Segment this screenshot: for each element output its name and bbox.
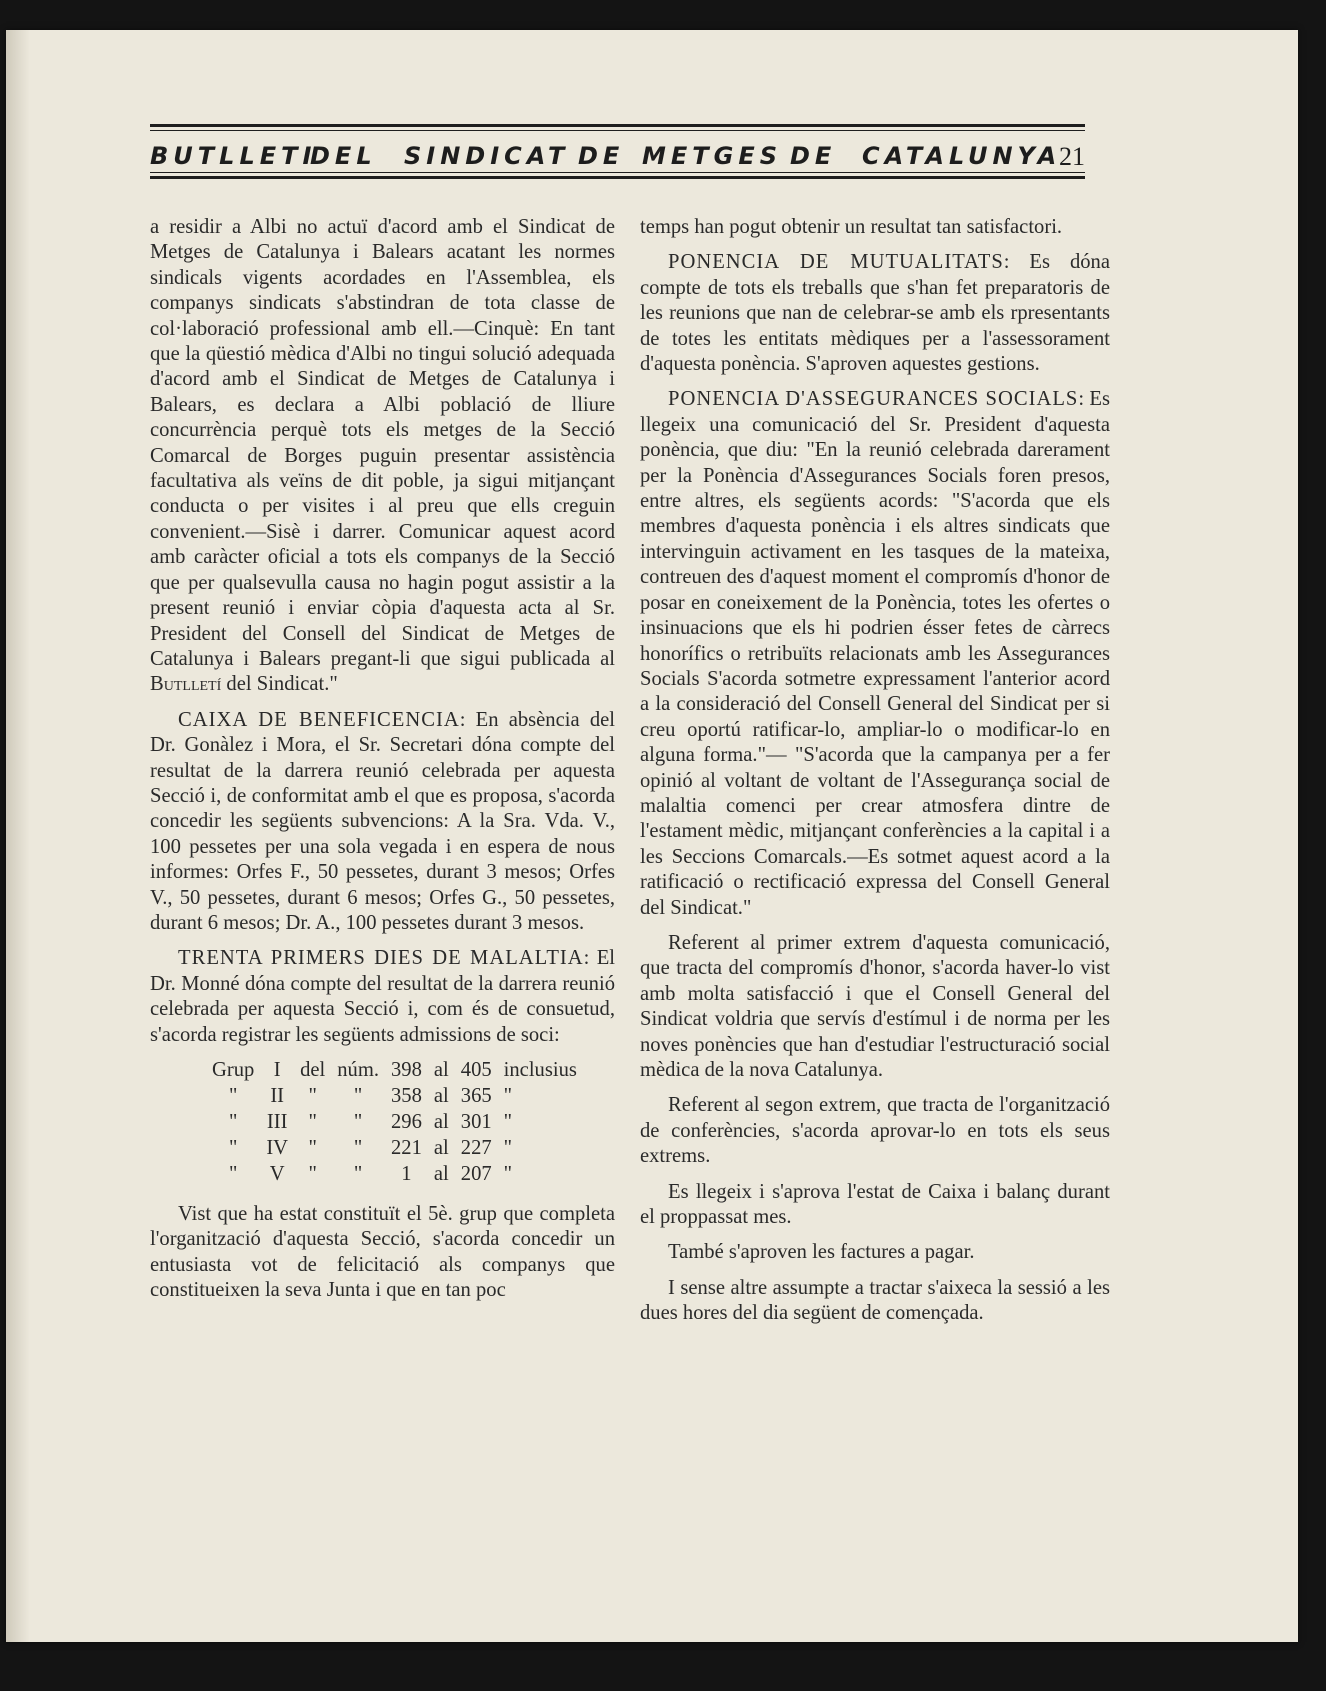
- paragraph-text: Referent al segon extrem, que tracta de l'organització de conferències, s'acorda aprovar-lo en tots els seus extrems.: [640, 1094, 1110, 1168]
- table-cell: 207: [460, 1163, 492, 1186]
- section-heading: CAIXA DE BENEFICENCIA: [178, 708, 460, 731]
- header-word: CATALUNYA: [862, 142, 1062, 170]
- table-cell: ": [353, 1085, 363, 1108]
- table-cell: al: [433, 1163, 449, 1186]
- paragraph: [640, 1093, 1110, 1169]
- table-cell: I: [273, 1059, 281, 1082]
- page-gutter: [6, 30, 30, 1642]
- table-cell: ": [353, 1163, 363, 1186]
- table-cell: ": [503, 1085, 513, 1108]
- table-cell: 227: [460, 1137, 492, 1160]
- groups-table: [206, 1058, 583, 1188]
- header-word: DEL: [310, 142, 377, 170]
- paragraph: [150, 1202, 615, 1304]
- table-cell: ": [228, 1137, 238, 1160]
- table-row: [206, 1110, 583, 1136]
- table-cell: 398: [391, 1059, 422, 1082]
- table-cell: al: [433, 1111, 449, 1134]
- table-cell: núm.: [337, 1059, 379, 1082]
- paragraph: [640, 387, 1110, 921]
- table-cell: IV: [266, 1137, 289, 1160]
- paragraph: [640, 931, 1110, 1083]
- table-cell: 1: [401, 1163, 412, 1186]
- paragraph: [150, 708, 615, 937]
- paragraph-text: del Sindicat.": [221, 673, 338, 696]
- paragraph-text: Vist que ha estat constituït el 5è. grup que completa l'organització d'aquesta Secció, s'acorda concedir un entusiasta vot de felicitació als companys que constitueixen la seva Junta i que en tan poc: [150, 1203, 615, 1302]
- paragraph-text: També s'aproven les factures a pagar.: [668, 1241, 975, 1264]
- table-cell: III: [266, 1111, 288, 1134]
- page-number: 21: [1059, 142, 1085, 171]
- table-cell: 221: [391, 1137, 422, 1160]
- table-cell: 301: [460, 1111, 492, 1134]
- table-cell: al: [433, 1085, 449, 1108]
- table-cell: del: [300, 1059, 326, 1082]
- table-cell: V: [269, 1163, 285, 1186]
- header-word: SINDICAT: [404, 142, 570, 170]
- table-cell: ": [308, 1163, 317, 1186]
- table-cell: al: [433, 1137, 449, 1160]
- paragraph-text: : Es llegeix una comunicació del Sr. President d'aquesta ponència, que diu: "En la reunió celebrada darerament per la Ponència d'Assegurances Socials foren presos, entre altres, els següents acords: "S'acorda que els membres d'aquesta ponència i els altres sindicats que intervinguin activament en les tasques de la mateixa, contreuen des d'aquest moment el compromís d'honor de posar en coneixement de la Ponència, totes les ofertes o insinuacions que els hi podrien ésser fetes de càrrecs honorífics o retribuïts relacionats amb les Assegurances Socials S'acorda sotmetre expressament l'anterior acord a la consideració del Consell General del Sindicat per si creu oportú ratificar-lo, ampliar-lo o modificar-lo en alguna forma."— "S'acorda que la campanya per a fer opinió al voltant de voltant de l'Assegurança social de malaltia comenci per crear atmosfera dintre de l'estament mèdic, mitjançant conferències a la capital i a les Seccions Comarcals.—Es sotmet aquest acord a la ratificació o rectificació expressa del Consell General del Sindicat.": [640, 388, 1110, 919]
- paragraph: [150, 946, 615, 1048]
- table-cell: ": [503, 1111, 513, 1134]
- header-word: DE: [578, 142, 625, 170]
- table-row: [206, 1084, 583, 1110]
- paragraph: [640, 1180, 1110, 1231]
- header-word: METGES: [642, 142, 783, 170]
- paragraph-text: : En absència del Dr. Gonàlez i Mora, el Sr. Secretari dóna compte del resultat de la darrera reunió celebrada per aquesta Secció i, de conformitat amb el que es proposa, s'acorda concedir les següents subvencions: A la Sra. Vda. V., 100 pessetes per una sola vegada i en espera de nous informes: Orfes F., 50 pessetes, durant 3 mesos; Orfes V., 50 pessetes, durant 6 mesos; Orfes G., 50 pessetes, durant 6 mesos; Dr. A., 100 pessetes durant 3 mesos.: [150, 708, 615, 934]
- paragraph-text: temps han pogut obtenir un resultat tan satisfactori.: [640, 216, 1063, 238]
- table-cell: ": [308, 1111, 317, 1134]
- table-cell: Grup: [212, 1059, 255, 1082]
- table-cell: ": [228, 1085, 238, 1108]
- paragraph-text: I sense altre assumpte a tractar s'aixeca la sessió a les dues hores del dia següent de començada.: [640, 1276, 1110, 1325]
- table-cell: ": [503, 1137, 513, 1160]
- section-heading: PONENCIA DE MUTUALITATS: [668, 251, 1004, 274]
- table-cell: ": [308, 1137, 317, 1160]
- paragraph-text: : Es dóna compte de tots els treballs que s'han fet preparatoris de les reunions que nan de celebrar-se amb els rpresentants de totes les entitats mèdiques per a l'assessorament d'aquesta ponència. S'aproven aquestes gestions.: [640, 251, 1110, 376]
- header-word: BUTLLETI: [150, 142, 317, 170]
- table-cell: ": [353, 1111, 363, 1134]
- header-word: DE: [790, 142, 837, 170]
- paragraph: [640, 1276, 1110, 1327]
- paragraph: [150, 215, 615, 698]
- paragraph: [640, 215, 1110, 240]
- left-column: [150, 215, 615, 1314]
- table-cell: inclusius: [503, 1059, 577, 1082]
- right-column: [640, 215, 1110, 1337]
- table-row: [206, 1162, 583, 1188]
- paragraph-text: Referent al primer extrem d'aquesta comunicació, que tracta del compromís d'honor, s'acorda haver-lo vist amb molta satisfacció i que el Consell General del Sindicat voldria que servís d'estímul i de norma per les noves ponències que han d'estudiar l'estructuració social mèdica de la nova Catalunya.: [640, 931, 1110, 1081]
- table-cell: ": [308, 1085, 317, 1108]
- table-cell: 358: [391, 1085, 422, 1108]
- paragraph: [640, 1240, 1110, 1265]
- table-cell: 365: [460, 1085, 492, 1108]
- section-heading: PONENCIA D'ASSEGURANCES SOCIALS: [668, 388, 1079, 411]
- table-cell: ": [503, 1163, 513, 1186]
- table-cell: 296: [391, 1111, 422, 1134]
- section-heading: TRENTA PRIMERS DIES DE MALALTIA: [178, 947, 584, 970]
- paragraph-text: a residir a Albi no actuï d'acord amb el Sindicat de Metges de Catalunya i Balears acatant les normes sindicals vigents acordades en l'Assemblea, els companys sindicats s'abstindran de tota classe de col·laboració professional amb ell.—Cinquè: En tant que la qüestió mèdica d'Albi no tingui solució adequada d'acord amb el Sindicat de Metges de Catalunya i Balears, es declara a Albi població de lliure concurrència perquè tots els metges de la Secció Comarcal de Borges puguin presentar assistència facultativa als veïns de dit poble, ja sigui mitjançant conducta o per visites i al preu que ells creguin convenient.—Sisè i darrer. Comunicar aquest acord amb caràcter oficial a tots els companys de la Secció que per qualsevulla causa no hagin pogut assistir a la present reunió i enviar còpia d'aquesta acta al Sr. President del Consell del Sindicat de Metges de Catalunya i Balears pregant-li que sigui publicada al: [150, 216, 615, 670]
- paragraph-text: : El Dr. Monné dóna compte del resultat de la darrera reunió celebrada per aquesta Secció i, com és de consuetud, s'acorda registrar les següents admissions de soci:: [150, 947, 615, 1046]
- running-header: [150, 142, 1085, 178]
- table-cell: al: [433, 1059, 449, 1082]
- paragraph: [640, 250, 1110, 377]
- table-cell: II: [270, 1085, 285, 1108]
- header-rule-top-thin: [150, 130, 1085, 131]
- header-rule-top-thick: [150, 124, 1085, 127]
- table-cell: ": [228, 1163, 238, 1186]
- table-cell: ": [228, 1111, 238, 1134]
- table-cell: ": [353, 1137, 363, 1160]
- table-row: [206, 1058, 583, 1084]
- table-row: [206, 1136, 583, 1162]
- table-cell: 405: [460, 1059, 492, 1082]
- paragraph-text: Es llegeix i s'aprova l'estat de Caixa i balanç durant el proppassat mes.: [640, 1180, 1110, 1229]
- journal-name: Butlletí: [150, 673, 222, 696]
